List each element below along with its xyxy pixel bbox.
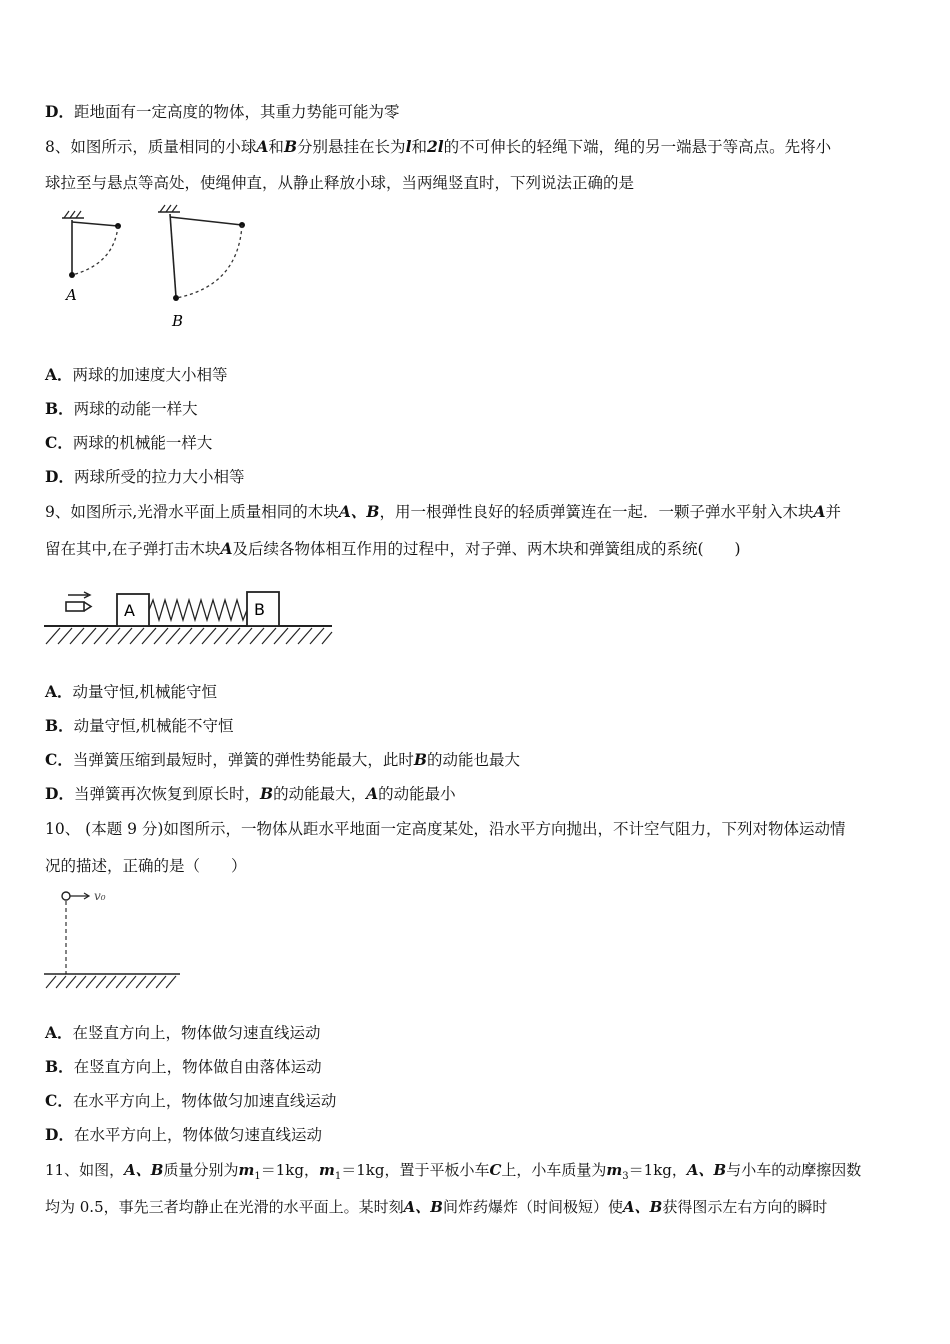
option-label: C． (45, 433, 73, 452)
q10-option-d (45, 1124, 322, 1146)
q9-option-b (45, 715, 234, 737)
option-text: 两球的加速度大小相等 (72, 366, 228, 384)
ground-hatch (46, 976, 176, 988)
q10-stem-line1 (45, 818, 845, 840)
option-text: 动量守恒,机械能守恒 (72, 683, 217, 701)
q8-option-b (45, 398, 198, 420)
block-b-label: B (254, 600, 265, 619)
var-ab: A、B (622, 1198, 663, 1216)
q11-stem-line2 (45, 1196, 827, 1218)
q10-stem-line2 (45, 855, 247, 877)
q7-option-d (45, 101, 399, 123)
var-c: C (489, 1161, 502, 1179)
arc-b (176, 225, 242, 298)
var-a: A (813, 502, 826, 521)
string-b-horizontal (170, 217, 242, 225)
q10-option-c (45, 1090, 336, 1112)
option-text: 的动能也最大 (426, 751, 520, 769)
q10-projectile-figure (44, 884, 184, 992)
q9-spring-figure (44, 584, 334, 648)
var-2l: 2l (426, 137, 444, 156)
var-a: A (220, 539, 233, 558)
option-text: 两球所受的拉力大小相等 (73, 468, 245, 486)
object-circle (62, 892, 70, 900)
var-l: l (405, 137, 412, 156)
option-label: C． (45, 1091, 73, 1110)
option-text: 的动能最大， (273, 785, 367, 803)
var-ab: A、B (686, 1161, 727, 1179)
string-a-horizontal (72, 222, 118, 226)
stem-text: 并 (825, 503, 842, 521)
stem-text: 获得图示左右方向的瞬时 (662, 1198, 828, 1216)
question-number: 11、 (45, 1161, 80, 1179)
option-label: D． (45, 1125, 74, 1144)
stem-text: 留在其中,在子弹打击木块 (45, 540, 221, 558)
option-text: 在竖直方向上，物体做自由落体运动 (73, 1058, 322, 1076)
option-label: A． (45, 365, 73, 384)
stem-text: (本题 9 分)如图所示，一物体从距水平地面一定高度某处，沿水平方向抛出，不计空气阻力，下列对物体运动情 (80, 820, 846, 838)
option-text: 在水平方向上，物体做匀加速直线运动 (72, 1092, 337, 1110)
q9-stem-line1 (45, 501, 841, 523)
block-a-label: A (124, 601, 135, 620)
string-b-vertical (170, 214, 176, 297)
stem-text: ，用一根弹性良好的轻质弹簧连在一起．一颗子弹水平射入木块 (379, 503, 814, 521)
var-ab: A、B (403, 1198, 443, 1216)
q9-stem-line2 (45, 538, 741, 560)
question-number: 8、 (45, 138, 71, 156)
stem-text: 间炸药爆炸（时间极短）使 (442, 1198, 623, 1216)
stem-text: 上，小车质量为 (501, 1161, 607, 1179)
stem-text: ＝1kg， (628, 1161, 687, 1179)
option-text: 距地面有一定高度的物体，其重力势能可能为零 (73, 103, 400, 121)
var-b: B (283, 137, 298, 156)
option-label: B． (45, 716, 74, 735)
question-number: 9、 (45, 503, 71, 521)
stem-text: 及后续各物体相互作用的过程中，对子弹、两木块和弹簧组成的系统( ) (232, 540, 741, 558)
var-m: m (318, 1161, 335, 1179)
option-text: 在水平方向上，物体做匀速直线运动 (73, 1126, 322, 1144)
question-number: 10、 (45, 820, 81, 838)
stem-text: 况的描述，正确的是（ ） (45, 857, 247, 875)
var-b: B (413, 750, 427, 769)
q11-stem-line1 (45, 1159, 861, 1188)
v0-label: v₀ (94, 889, 106, 903)
option-text: 动量守恒,机械能不守恒 (73, 717, 234, 735)
option-label: A． (45, 1023, 73, 1042)
stem-text: 分别悬挂在长为 (297, 138, 406, 156)
option-label: B． (45, 1057, 74, 1076)
var-b: B (259, 784, 274, 803)
option-label: B． (45, 399, 74, 418)
option-text: 在竖直方向上，物体做匀速直线运动 (72, 1024, 321, 1042)
stem-text: ＝1kg，置于平板小车 (341, 1161, 490, 1179)
stem-text: 均为 0.5，事先三者均静止在光滑的水平面上。某时刻 (45, 1198, 404, 1216)
stem-text: ＝1kg， (260, 1161, 319, 1179)
var-a: A (256, 137, 269, 156)
stem-text: 球拉至与悬点等高处，使绳伸直，从静止释放小球，当两绳竖直时，下列说法正确的是 (45, 174, 635, 192)
q8-stem-line1 (45, 136, 831, 158)
spring (149, 600, 247, 620)
option-label: D． (45, 102, 74, 121)
q9-option-c (45, 749, 520, 771)
option-text: 的动能最小 (378, 785, 456, 803)
option-text: 当弹簧再次恢复到原长时， (73, 785, 260, 803)
stem-text: 质量分别为 (163, 1161, 239, 1179)
option-label: D． (45, 784, 74, 803)
stem-text: 如图， (79, 1161, 125, 1179)
q9-option-d (45, 783, 456, 805)
stem-text: 和 (411, 138, 427, 156)
q8-pendulum-figure (50, 200, 260, 340)
var-a: A (366, 784, 379, 803)
stem-text: 如图所示,光滑水平面上质量相同的木块 (70, 503, 339, 521)
q8-option-c (45, 432, 212, 454)
q9-option-a (45, 681, 217, 703)
stem-text: 的不可伸长的轻绳下端，绳的另一端悬于等高点。先将小 (443, 138, 832, 156)
subscript: 1 (334, 1171, 342, 1182)
ball-b (173, 295, 179, 301)
support-a (62, 211, 84, 218)
support-b (158, 205, 180, 212)
stem-text: 和 (268, 138, 284, 156)
arc-a (72, 226, 118, 275)
subscript: 1 (254, 1171, 261, 1182)
q8-stem-line2 (45, 172, 634, 194)
option-label: A． (45, 682, 73, 701)
option-label: C． (45, 750, 73, 769)
q8-option-a (45, 364, 228, 386)
var-ab: A、B (124, 1161, 164, 1179)
option-text: 两球的机械能一样大 (72, 434, 213, 452)
stem-text: 如图所示，质量相同的小球 (70, 138, 257, 156)
q8-option-d (45, 466, 244, 488)
bullet-icon (66, 592, 91, 611)
option-label: D． (45, 467, 74, 486)
subscript: 3 (622, 1171, 629, 1182)
label-b: B (172, 312, 184, 330)
var-m: m (238, 1161, 255, 1179)
stem-text: 与小车的动摩擦因数 (726, 1161, 862, 1179)
var-m: m (606, 1161, 623, 1179)
q10-option-a (45, 1022, 321, 1044)
label-a: A (66, 286, 77, 304)
q10-option-b (45, 1056, 322, 1078)
option-text: 两球的动能一样大 (73, 400, 198, 418)
var-ab: A、B (338, 502, 380, 521)
ground-hatch (46, 628, 332, 644)
option-text: 当弹簧压缩到最短时，弹簧的弹性势能最大，此时 (72, 751, 414, 769)
